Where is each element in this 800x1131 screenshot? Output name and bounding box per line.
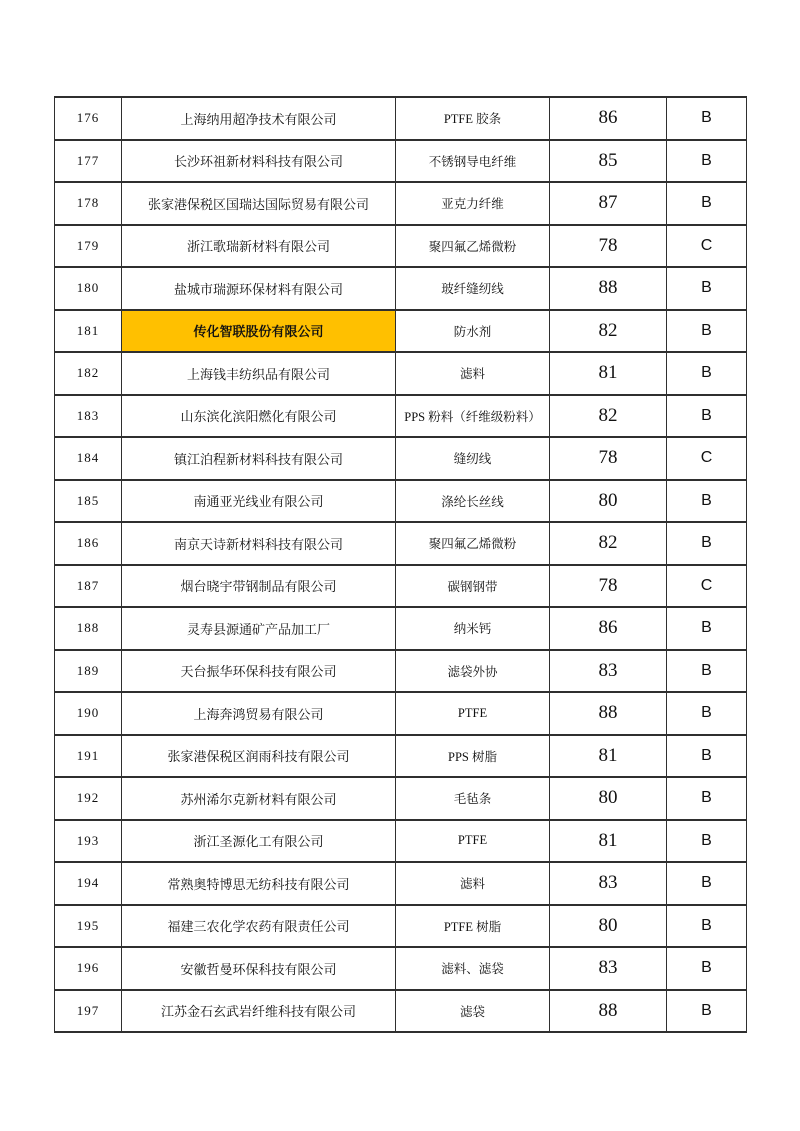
product-cell: 聚四氟乙烯微粉 <box>396 522 550 565</box>
index-cell: 176 <box>55 97 122 140</box>
company-cell: 常熟奥特博思无纺科技有限公司 <box>122 862 396 905</box>
grade-cell: B <box>667 395 747 438</box>
index-cell: 186 <box>55 522 122 565</box>
table-row <box>55 905 747 948</box>
table-row <box>55 97 747 140</box>
grade-cell: B <box>667 947 747 990</box>
grade-cell: B <box>667 990 747 1033</box>
company-cell: 上海纳用超净技术有限公司 <box>122 97 396 140</box>
grade-cell: B <box>667 97 747 140</box>
company-cell: 福建三农化学农药有限责任公司 <box>122 905 396 948</box>
company-cell: 安徽哲曼环保科技有限公司 <box>122 947 396 990</box>
company-cell: 南通亚光线业有限公司 <box>122 480 396 523</box>
grade-cell: B <box>667 862 747 905</box>
index-cell: 195 <box>55 905 122 948</box>
company-cell: 浙江圣源化工有限公司 <box>122 820 396 863</box>
score-cell: 85 <box>550 140 667 183</box>
score-cell: 82 <box>550 310 667 353</box>
company-cell: 烟台晓宇带钢制品有限公司 <box>122 565 396 608</box>
company-cell: 盐城市瑞源环保材料有限公司 <box>122 267 396 310</box>
table-row <box>55 862 747 905</box>
company-cell: 灵寿县源通矿产品加工厂 <box>122 607 396 650</box>
index-cell: 188 <box>55 607 122 650</box>
table-row <box>55 480 747 523</box>
table-row <box>55 522 747 565</box>
company-cell: 上海钱丰纺织品有限公司 <box>122 352 396 395</box>
score-cell: 87 <box>550 182 667 225</box>
table-row <box>55 182 747 225</box>
table-body <box>55 97 747 1032</box>
table-row <box>55 437 747 480</box>
product-cell: 碳钢钢带 <box>396 565 550 608</box>
index-cell: 192 <box>55 777 122 820</box>
grade-cell: C <box>667 437 747 480</box>
grade-cell: B <box>667 182 747 225</box>
index-cell: 180 <box>55 267 122 310</box>
product-cell: 涤纶长丝线 <box>396 480 550 523</box>
product-cell: 滤料、滤袋 <box>396 947 550 990</box>
supplier-rating-table <box>54 96 747 1033</box>
index-cell: 184 <box>55 437 122 480</box>
grade-cell: B <box>667 140 747 183</box>
product-cell: 滤袋外协 <box>396 650 550 693</box>
company-cell: 苏州浠尔克新材料有限公司 <box>122 777 396 820</box>
grade-cell: B <box>667 777 747 820</box>
index-cell: 178 <box>55 182 122 225</box>
index-cell: 197 <box>55 990 122 1033</box>
product-cell: 聚四氟乙烯微粉 <box>396 225 550 268</box>
table-row <box>55 735 747 778</box>
score-cell: 81 <box>550 352 667 395</box>
index-cell: 190 <box>55 692 122 735</box>
product-cell: 毛毡条 <box>396 777 550 820</box>
grade-cell: B <box>667 522 747 565</box>
grade-cell: B <box>667 352 747 395</box>
table-row <box>55 310 747 353</box>
highlighted-company-cell: 传化智联股份有限公司 <box>122 310 396 353</box>
grade-cell: B <box>667 692 747 735</box>
product-cell: 亚克力纤维 <box>396 182 550 225</box>
table-row <box>55 607 747 650</box>
index-cell: 177 <box>55 140 122 183</box>
table-row <box>55 820 747 863</box>
table-row <box>55 225 747 268</box>
grade-cell: B <box>667 905 747 948</box>
index-cell: 189 <box>55 650 122 693</box>
grade-cell: C <box>667 565 747 608</box>
table-row <box>55 692 747 735</box>
product-cell: 滤袋 <box>396 990 550 1033</box>
score-cell: 78 <box>550 437 667 480</box>
company-cell: 上海奔鸿贸易有限公司 <box>122 692 396 735</box>
table-row <box>55 650 747 693</box>
product-cell: PTFE 树脂 <box>396 905 550 948</box>
product-cell: PPS 树脂 <box>396 735 550 778</box>
score-cell: 83 <box>550 862 667 905</box>
score-cell: 88 <box>550 692 667 735</box>
score-cell: 88 <box>550 990 667 1033</box>
index-cell: 179 <box>55 225 122 268</box>
index-cell: 183 <box>55 395 122 438</box>
grade-cell: B <box>667 607 747 650</box>
score-cell: 83 <box>550 947 667 990</box>
company-cell: 山东滨化滨阳燃化有限公司 <box>122 395 396 438</box>
table-row <box>55 140 747 183</box>
table-row <box>55 395 747 438</box>
index-cell: 196 <box>55 947 122 990</box>
product-cell: PTFE <box>396 820 550 863</box>
table-row <box>55 352 747 395</box>
company-cell: 张家港保税区国瑞达国际贸易有限公司 <box>122 182 396 225</box>
company-cell: 浙江歌瑞新材料有限公司 <box>122 225 396 268</box>
table-row <box>55 777 747 820</box>
score-cell: 80 <box>550 905 667 948</box>
grade-cell: B <box>667 735 747 778</box>
table-row <box>55 947 747 990</box>
score-cell: 81 <box>550 735 667 778</box>
grade-cell: C <box>667 225 747 268</box>
score-cell: 80 <box>550 480 667 523</box>
index-cell: 182 <box>55 352 122 395</box>
score-cell: 88 <box>550 267 667 310</box>
company-cell: 张家港保税区润雨科技有限公司 <box>122 735 396 778</box>
index-cell: 191 <box>55 735 122 778</box>
score-cell: 78 <box>550 565 667 608</box>
company-cell: 江苏金石玄武岩纤维科技有限公司 <box>122 990 396 1033</box>
score-cell: 78 <box>550 225 667 268</box>
grade-cell: B <box>667 650 747 693</box>
grade-cell: B <box>667 267 747 310</box>
product-cell: 纳米钙 <box>396 607 550 650</box>
product-cell: 玻纤缝纫线 <box>396 267 550 310</box>
score-cell: 82 <box>550 395 667 438</box>
score-cell: 86 <box>550 607 667 650</box>
table-row <box>55 267 747 310</box>
index-cell: 193 <box>55 820 122 863</box>
table-row <box>55 990 747 1033</box>
product-cell: 不锈钢导电纤维 <box>396 140 550 183</box>
grade-cell: B <box>667 480 747 523</box>
index-cell: 185 <box>55 480 122 523</box>
index-cell: 187 <box>55 565 122 608</box>
product-cell: PTFE 胶条 <box>396 97 550 140</box>
grade-cell: B <box>667 820 747 863</box>
score-cell: 86 <box>550 97 667 140</box>
index-cell: 181 <box>55 310 122 353</box>
index-cell: 194 <box>55 862 122 905</box>
company-cell: 天台振华环保科技有限公司 <box>122 650 396 693</box>
product-cell: 滤料 <box>396 862 550 905</box>
company-cell: 南京天诗新材料科技有限公司 <box>122 522 396 565</box>
score-cell: 80 <box>550 777 667 820</box>
product-cell: 防水剂 <box>396 310 550 353</box>
grade-cell: B <box>667 310 747 353</box>
score-cell: 81 <box>550 820 667 863</box>
table-row <box>55 565 747 608</box>
company-cell: 长沙环祖新材料科技有限公司 <box>122 140 396 183</box>
score-cell: 82 <box>550 522 667 565</box>
product-cell: 滤料 <box>396 352 550 395</box>
company-cell: 镇江泊程新材料科技有限公司 <box>122 437 396 480</box>
product-cell: 缝纫线 <box>396 437 550 480</box>
product-cell: PTFE <box>396 692 550 735</box>
product-cell: PPS 粉料（纤维级粉料） <box>396 395 550 438</box>
score-cell: 83 <box>550 650 667 693</box>
